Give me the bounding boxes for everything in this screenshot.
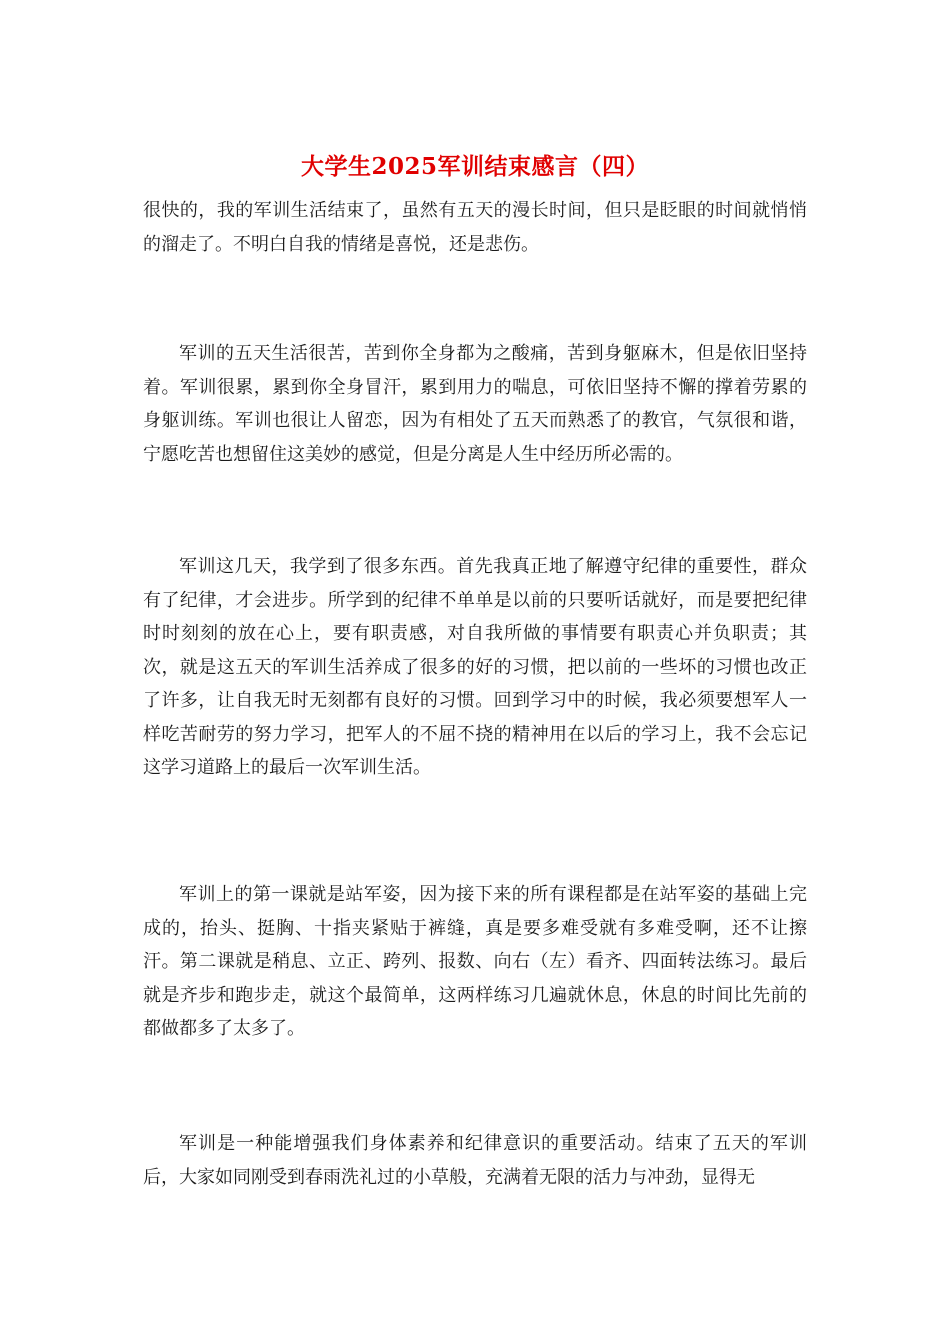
document-title: 大学生2025军训结束感言（四） bbox=[300, 153, 649, 180]
paragraph-5: 军训是一种能增强我们身体素养和纪律意识的重要活动。结束了五天的军训后，大家如同刚受到春雨洗礼过的小草般，充满着无限的活力与冲劲，显得无 bbox=[143, 1133, 807, 1188]
paragraph-1: 很快的，我的军训生活结束了，虽然有五天的漫长时间，但只是眨眼的时间就悄悄的溜走了。不明白自我的情绪是喜悦，还是悲伤。 bbox=[143, 200, 807, 255]
paragraph-4: 军训上的第一课就是站军姿，因为接下来的所有课程都是在站军姿的基础上完成的，抬头、挺胸、十指夹紧贴于裤缝，真是要多难受就有多难受啊，还不让擦汗。第二课就是稍息、立正、跨列、报数、向右（左）看齐、四面转法练习。最后就是齐步和跑步走，就这个最简单，这两样练习几遍就休息，休息的时间比先前的都做都多了太多了。 bbox=[143, 884, 807, 1039]
paragraph-3: 军训这几天，我学到了很多东西。首先我真正地了解遵守纪律的重要性，群众有了纪律，才会进步。所学到的纪律不单单是以前的只要听话就好，而是要把纪律时时刻刻的放在心上，要有职责感，对自我所做的事情要有职责心并负职责；其次，就是这五天的军训生活养成了很多的好的习惯，把以前的一些坏的习惯也改正了许多，让自我无时无刻都有良好的习惯。回到学习中的时候，我必须要想军人一样吃苦耐劳的努力学习，把军人的不屈不挠的精神用在以后的学习上，我不会忘记这学习道路上的最后一次军训生活。 bbox=[143, 556, 807, 778]
paragraph-2: 军训的五天生活很苦，苦到你全身都为之酸痛，苦到身躯麻木，但是依旧坚持着。军训很累，累到你全身冒汗，累到用力的喘息，可依旧坚持不懈的撑着劳累的身躯训练。军训也很让人留恋，因为有相处了五天而熟悉了的教官，气氛很和谐，宁愿吃苦也想留住这美妙的感觉，但是分离是人生中经历所必需的。 bbox=[143, 343, 807, 465]
